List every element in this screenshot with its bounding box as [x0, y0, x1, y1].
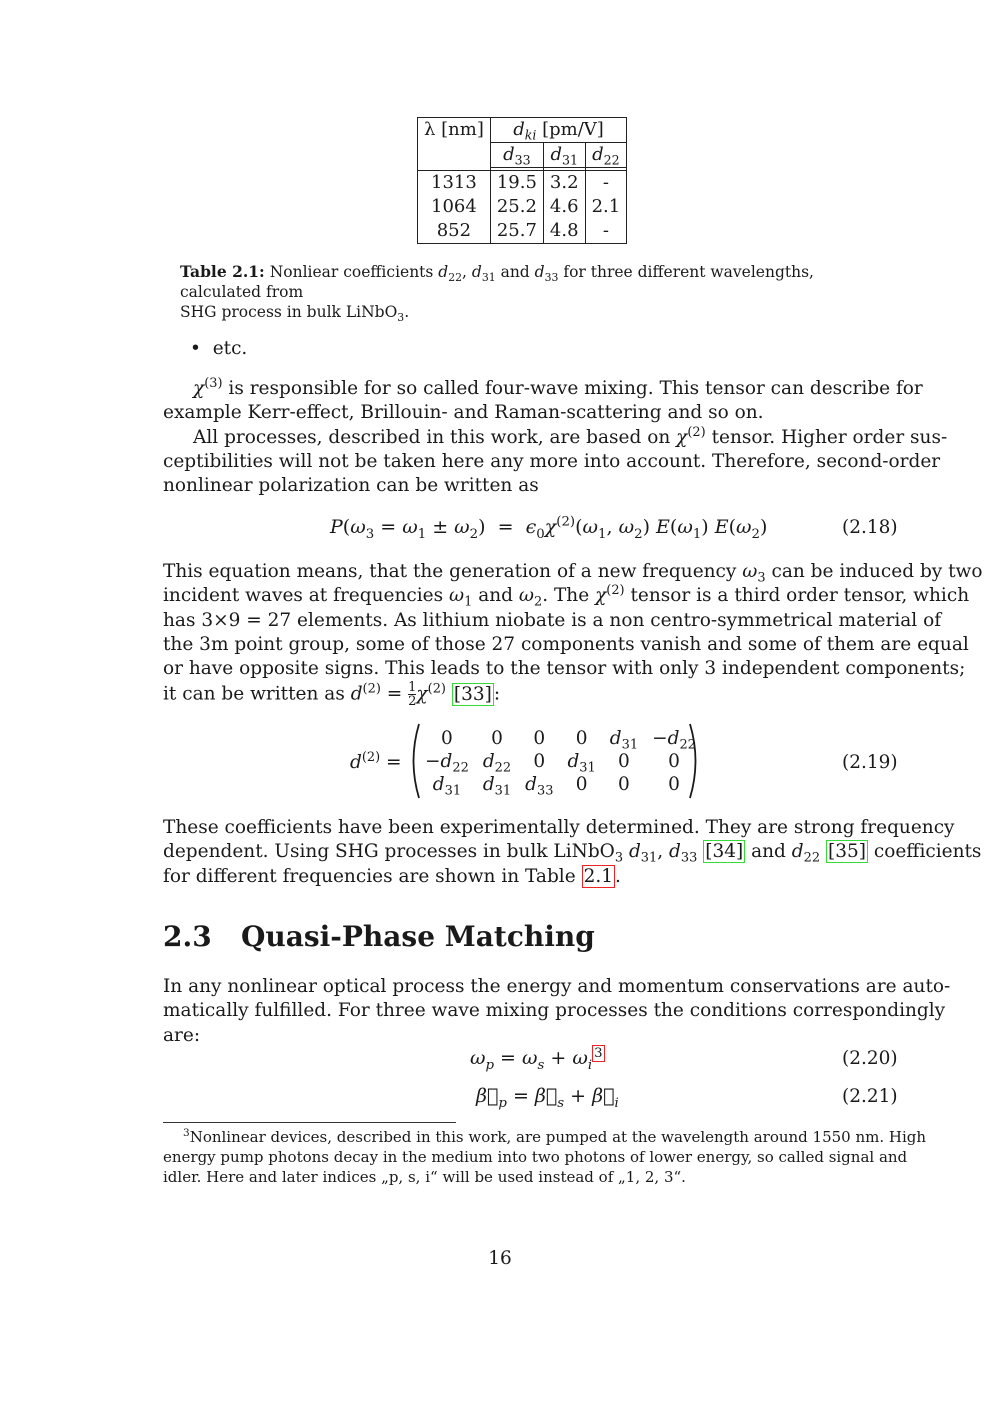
cell-d33: 25.7 — [490, 219, 543, 244]
header-d22: $d_{22}$ — [585, 143, 627, 168]
citation-link[interactable]: [35] — [827, 841, 866, 863]
page-number: 16 — [488, 1248, 512, 1269]
citation-link[interactable]: [33] — [453, 683, 492, 705]
paragraph-chi3: $\chi^{(3)}$ is responsible for so called four-wave mixing. This tensor can describe for example Kerr-effect, Brillouin- and Raman-scattering and so on. All processes, described in this work, are based on $\chi^{(2)}$ tensor. Higher order sus- ceptibilities will not be taken here any more into account. Therefore, second-order nonlinear polarization can be written as — [163, 375, 948, 497]
table-ref-link[interactable]: 2.1 — [583, 865, 613, 887]
equation-number: (2.21) — [842, 1086, 898, 1107]
matrix-row: $-d_{22}$ $d_{22}$ 0 $d_{31}$ 0 0 — [425, 751, 680, 776]
paragraph-coefficients: These coefficients have been experimentally determined. They are strong frequency dependent. Using SHG processes in bulk LiNbO$_3$ $d_{31}$, $d_{33}$ [34] and $d_{22}$ [35] coefficients for different frequencies are shown in Table 2.1 . — [163, 817, 982, 887]
cell-lambda: 1064 — [418, 195, 491, 219]
cell-d31: 3.2 — [543, 171, 585, 196]
matrix-right-paren — [688, 722, 702, 800]
matrix-lhs: $d^{(2)}$ = — [350, 749, 402, 773]
section-heading: 2.3 Quasi-Phase Matching — [163, 920, 595, 953]
footnote: $^3$Nonlinear devices, described in this work, are pumped at the wavelength around 1550 nm. High energy pump photons decay in the medium into two photons of lower energy, so called signal and idler. Here and later indices „p, s, i“ will be used instead of „1, 2, 3“. — [163, 1127, 927, 1186]
equation-2-21: $\beta⃗_p$ = $\beta⃗_s$ + $\beta⃗_i$ — [476, 1085, 619, 1111]
cell-d22: 2.1 — [585, 195, 627, 219]
header-d31: $d_{31}$ — [543, 143, 585, 168]
cell-lambda: 852 — [418, 219, 491, 244]
header-lambda: λ [nm] — [418, 118, 491, 168]
matrix-row: $d_{31}$ $d_{31}$ $d_{33}$ 0 0 0 — [432, 774, 680, 799]
bullet-item: • etc. — [190, 338, 248, 359]
equation-2-20: $\omega_p = \omega_s + \omega_i^3$ — [470, 1045, 603, 1073]
table-row — [418, 195, 627, 219]
bullet-icon: • — [190, 338, 201, 359]
equation-number: (2.18) — [842, 517, 898, 538]
coefficients-table — [417, 117, 627, 244]
cell-d31: 4.8 — [543, 219, 585, 244]
cell-d33: 25.2 — [490, 195, 543, 219]
table-caption: Table 2.1: Nonliear coefficients $d_{22}$, $d_{31}$ and $d_{33}$ for three different wavelengths, calculated from SHG process in bulk LiNbO$_3$. — [180, 262, 814, 325]
table-row — [418, 171, 627, 196]
header-dki: $d_{ki}$ [pm/V] — [490, 118, 626, 143]
table-row — [418, 219, 627, 244]
cell-d31: 4.6 — [543, 195, 585, 219]
citation-link[interactable]: [34] — [705, 841, 744, 863]
cell-d33: 19.5 — [490, 171, 543, 196]
paragraph-tensor: This equation means, that the generation of a new frequency $\omega_3$ can be induced by two incident waves at frequencies $\omega_1$ and $\omega_2$. The $\chi^{(2)}$ tensor is a third order tensor, which has 3×9 = 27 elements. As lithium niobate is a non centro-symmetrical material of the 3m point group, some of those 27 components vanish and some of them are equal or have opposite signs. This leads to the tensor with only 3 independent components; it can be written as $d^{(2)}$ = $\frac{1}{2}$ $\chi^{(2)}$ [33] : — [163, 561, 983, 710]
equation-2-18: $P(\omega_3 = \omega_1 \pm \omega_2) = \epsilon_0\chi^{(2)}(\omega_1$, $\omega_2$) $E(\omega_1)$ $E(\omega_2)$ — [330, 514, 768, 542]
footnote-link[interactable]: 3 — [594, 1045, 603, 1061]
equation-number: (2.19) — [842, 752, 898, 773]
cell-lambda: 1313 — [418, 171, 491, 196]
cell-d22: - — [585, 219, 627, 244]
equation-number: (2.20) — [842, 1048, 898, 1069]
matrix-row: 0 0 0 0 $d_{31}$ $-d_{22}$ — [441, 728, 696, 753]
cell-d22: - — [585, 171, 627, 196]
paragraph-conservation: In any nonlinear optical process the energy and momentum conservations are auto- matically fulfilled. For three wave mixing processes the conditions correspondingly are: — [163, 976, 951, 1046]
d-matrix — [418, 727, 703, 799]
header-d33: $d_{33}$ — [490, 143, 543, 168]
footnote-rule — [163, 1122, 456, 1123]
